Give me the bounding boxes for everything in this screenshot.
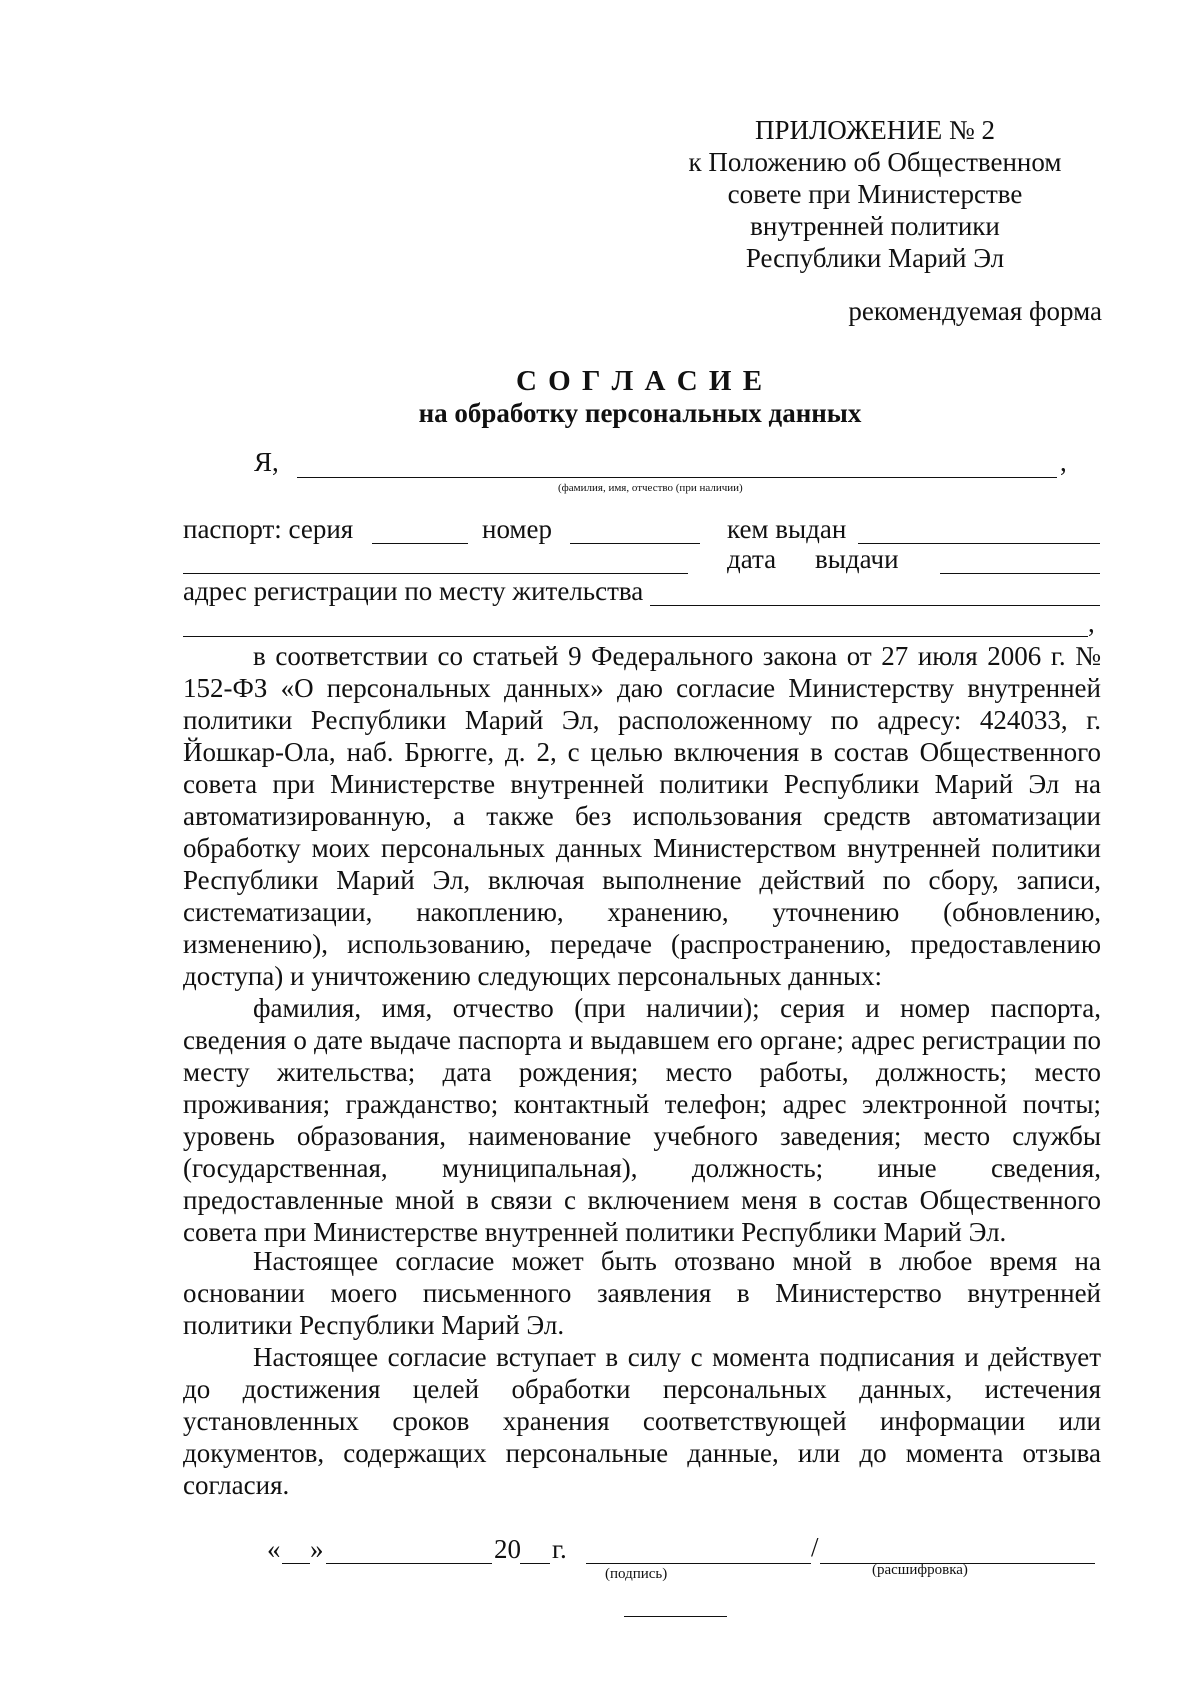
- address-continued-field[interactable]: [183, 636, 1088, 637]
- issued-by-label: кем выдан: [727, 514, 847, 544]
- full-name-field[interactable]: [297, 477, 1057, 478]
- issue-date-field[interactable]: [940, 573, 1100, 574]
- appendix-line-2: к Положению об Общественном: [688, 147, 1062, 177]
- year-prefix: 20: [494, 1534, 521, 1564]
- issued-by-continued-field[interactable]: [183, 573, 688, 574]
- consent-paragraph-2: фамилия, имя, отчество (при наличии); серия и номер паспорта, сведения о дате выдаче паспорта и выдавшем его органе; адрес регистрации по месту жительства; дата рождения; место работы, должность; место проживания; гражданство; контактный телефон; адрес электронной почты; уровень образования, наименование учебного заведения; место службы (государственная, муниципальная), должность; иные сведения, предоставленные мной в связи с включением меня в состав Общественного совета при Министерстве внутренней политики Республики Марий Эл.: [183, 993, 1101, 1247]
- date-day-field[interactable]: [282, 1563, 310, 1564]
- date-quote-open: «: [267, 1534, 281, 1564]
- issue-date-word2: выдачи: [815, 544, 899, 574]
- appendix-line-5: Республики Марий Эл: [745, 243, 1005, 273]
- i-prefix: Я,: [254, 447, 279, 477]
- date-year-field[interactable]: [520, 1563, 550, 1564]
- consent-paragraph-3: Настоящее согласие может быть отозвано мной в любое время на основании моего письменного заявления в Министерство внутренней политики Республики Марий Эл.: [183, 1246, 1101, 1340]
- closing-divider: [624, 1616, 727, 1617]
- issue-date-word1: дата: [727, 544, 777, 574]
- address-label: адрес регистрации по месту жительства: [183, 576, 644, 606]
- appendix-line-4: внутренней политики: [750, 211, 1000, 241]
- passport-series-field[interactable]: [372, 543, 468, 544]
- date-quote-close: »: [310, 1534, 324, 1564]
- passport-number-field[interactable]: [570, 543, 700, 544]
- signature-slash: /: [811, 1532, 819, 1562]
- appendix-line-3: совете при Министерстве: [727, 179, 1023, 209]
- date-month-field[interactable]: [326, 1563, 492, 1564]
- address-field[interactable]: [650, 605, 1100, 606]
- signature-hint: (подпись): [605, 1566, 668, 1582]
- consent-paragraph-4: Настоящее согласие вступает в силу с момента подписания и действует до достижения целей обработки персональных данных, истечения установленных сроков хранения соответствующей информации или документов, содержащих персональные данные, или до момента отзыва согласия.: [183, 1342, 1101, 1500]
- document-subtitle: на обработку персональных данных: [418, 398, 862, 428]
- appendix-line-1: ПРИЛОЖЕНИЕ № 2: [754, 115, 996, 145]
- address-comma: ,: [1088, 608, 1095, 638]
- passport-number-label: номер: [482, 514, 553, 544]
- year-suffix: г.: [552, 1534, 567, 1564]
- name-hint: (фамилия, имя, отчество (при наличии): [558, 482, 743, 494]
- document-title: С О Г Л А С И Е: [515, 365, 765, 397]
- passport-series-label: паспорт: серия: [183, 514, 354, 544]
- form-type-label: рекомендуемая форма: [848, 296, 1102, 326]
- consent-paragraph-1: в соответствии со статьей 9 Федерального закона от 27 июля 2006 г. № 152-ФЗ «О персональных данных» даю согласие Министерству внутренней политики Республики Марий Эл, расположенному по адресу: 424033, г. Йошкар-Ола, наб. Брюгге, д. 2, с целью включения в состав Общественного совета при Министерстве внутренней политики Республики Марий Эл на автоматизированную, а также без использования средств автоматизации обработку моих персональных данных Министерством внутренней политики Республики Марий Эл, включая выполнение действий по сбору, записи, систематизации, накоплению, хранению, уточнению (обновлению, изменению), использованию, передаче (распространению, предоставлению доступа) и уничтожению следующих персональных данных:: [183, 641, 1101, 991]
- decode-hint: (расшифровка): [872, 1562, 968, 1578]
- signature-field[interactable]: [586, 1563, 811, 1564]
- name-comma: ,: [1060, 447, 1067, 477]
